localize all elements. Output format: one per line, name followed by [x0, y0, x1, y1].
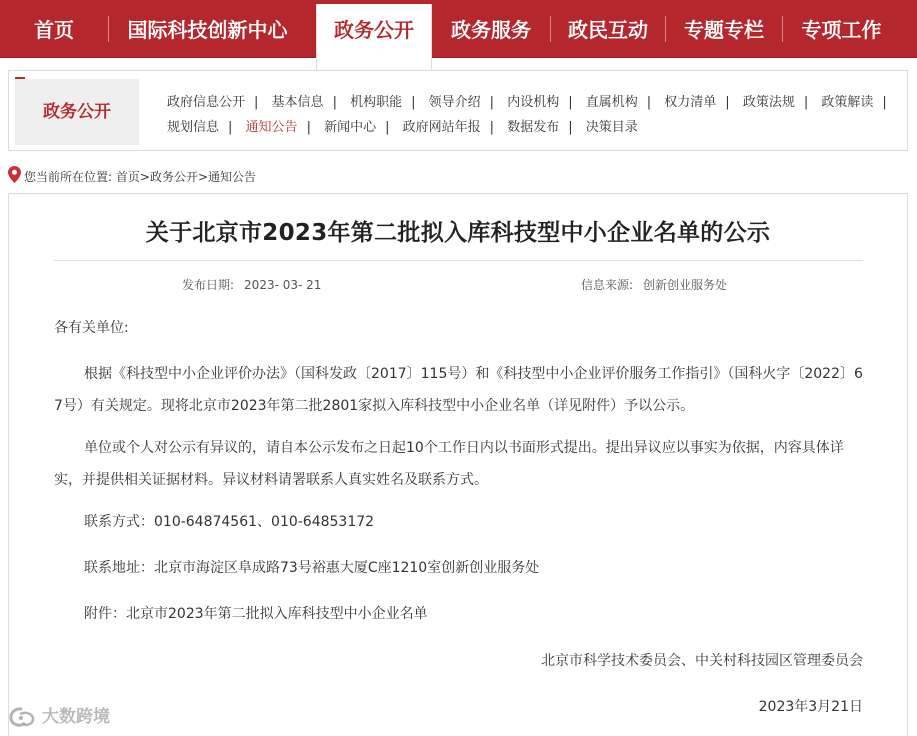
attachment-link[interactable]: 北京市2023年第二批拟入库科技型中小企业名单 [126, 606, 428, 622]
submenu-annual-report[interactable]: 政府网站年报 [402, 120, 481, 135]
breadcrumb-notices[interactable]: 通知公告 [208, 170, 257, 184]
submenu-basic-info[interactable]: 基本信息 [271, 95, 324, 110]
submenu-notices[interactable]: 通知公告 [245, 120, 298, 135]
section-title: 政务公开 [15, 79, 139, 145]
submenu-divider: | [254, 95, 259, 110]
submenu-divider: | [646, 95, 652, 110]
info-source [581, 276, 727, 293]
submenu-divider: | [385, 120, 390, 135]
submenu-divider: | [568, 120, 573, 135]
publish-date-label: 发布日期: [182, 278, 235, 292]
submenu-power-list[interactable]: 权力清单 [664, 95, 717, 110]
info-source-value: 创新创业服务处 [643, 278, 728, 292]
contact-phone: 联系方式：010-64874561、010-64853172 [84, 514, 375, 530]
nav-government-affairs[interactable]: 政务公开 [316, 4, 432, 70]
submenu-policies[interactable]: 政策法规 [742, 95, 795, 110]
submenu-policy-interpretation[interactable]: 政策解读 [821, 95, 874, 110]
salutation: 各有关单位: [54, 320, 129, 336]
submenu-divider: | [332, 95, 337, 110]
article-title: 关于北京市2023年第二批拟入库科技型中小企业名单的公示 [145, 220, 771, 246]
publish-date-value: 2023- 03- 21 [244, 278, 322, 292]
attachment-label: 附件： [84, 606, 126, 622]
submenu-divider: | [411, 95, 416, 110]
breadcrumb-prefix: 您当前所在位置: [24, 170, 113, 184]
submenu-internal-departments[interactable]: 内设机构 [507, 95, 560, 110]
breadcrumb-separator: > [139, 170, 150, 184]
watermark [8, 702, 110, 728]
breadcrumb-separator: > [197, 170, 209, 184]
breadcrumb-home[interactable]: 首页 [115, 170, 140, 184]
title-divider [54, 260, 863, 261]
article-panel [8, 193, 908, 736]
breadcrumb-government-affairs[interactable]: 政务公开 [149, 170, 198, 184]
submenu-divider: | [306, 120, 311, 135]
location-pin-icon [8, 166, 21, 189]
watermark-text: 大数跨境 [42, 707, 110, 727]
submenu-decision-catalog[interactable]: 决策目录 [585, 120, 638, 135]
submenu-leaders[interactable]: 领导介绍 [428, 95, 481, 110]
nav-home[interactable]: 首页 [34, 18, 74, 42]
submenu-row-1 [167, 92, 896, 114]
submenu-divider: | [568, 95, 573, 110]
body-paragraph: 单位或个人对公示有异议的，请自本公示发布之日起10个工作日内以书面形式提出。提出异议应以事实为依据，内容具体详实，并提供相关证据材料。异议材料请署联系人真实姓名及联系方式。 [54, 440, 844, 488]
submenu-divider: | [882, 95, 887, 110]
submenu-functions[interactable]: 机构职能 [350, 95, 403, 110]
nav-innovation-center[interactable]: 国际科技创新中心 [127, 18, 288, 42]
submenu-divider: | [489, 95, 495, 110]
submenu-divider: | [725, 95, 730, 110]
section-submenu [8, 70, 908, 151]
info-source-label: 信息来源: [581, 278, 634, 292]
top-nav [0, 0, 917, 58]
submenu-divider: | [803, 95, 809, 110]
submenu-planning[interactable]: 规划信息 [167, 120, 220, 135]
publish-date [182, 276, 321, 293]
submenu-divider: | [489, 120, 495, 135]
submenu-data-release[interactable]: 数据发布 [507, 120, 560, 135]
submenu-news-center[interactable]: 新闻中心 [324, 120, 377, 135]
nav-interaction[interactable]: 政民互动 [568, 18, 648, 42]
contact-address: 联系地址：北京市海淀区阜成路73号裕惠大厦C座1210室创新创业服务处 [84, 560, 540, 576]
body-paragraph: 根据《科技型中小企业评价办法》（国科发政〔2017〕115号）和《科技型中小企业评价服务工作指引》（国科火字〔2022〕67号）有关规定。现将北京市2023年第二批2801家拟入库科技型中小企业名单（详见附件）予以公示。 [54, 366, 863, 414]
submenu-row-2 [167, 117, 638, 139]
nav-government-services[interactable]: 政务服务 [451, 18, 531, 42]
nav-special-topics[interactable]: 专题专栏 [684, 18, 764, 42]
submenu-gov-info-disclosure[interactable]: 政府信息公开 [167, 95, 246, 110]
signature-date: 2023年3月21日 [758, 699, 863, 715]
signature: 北京市科学技术委员会、中关村科技园区管理委员会 [541, 653, 863, 669]
watermark-logo-icon [8, 706, 38, 728]
submenu-divider: | [228, 120, 233, 135]
nav-special-work[interactable]: 专项工作 [801, 18, 882, 42]
breadcrumb [8, 166, 256, 186]
attachment [84, 598, 428, 630]
submenu-affiliated-agencies[interactable]: 直属机构 [585, 95, 638, 110]
